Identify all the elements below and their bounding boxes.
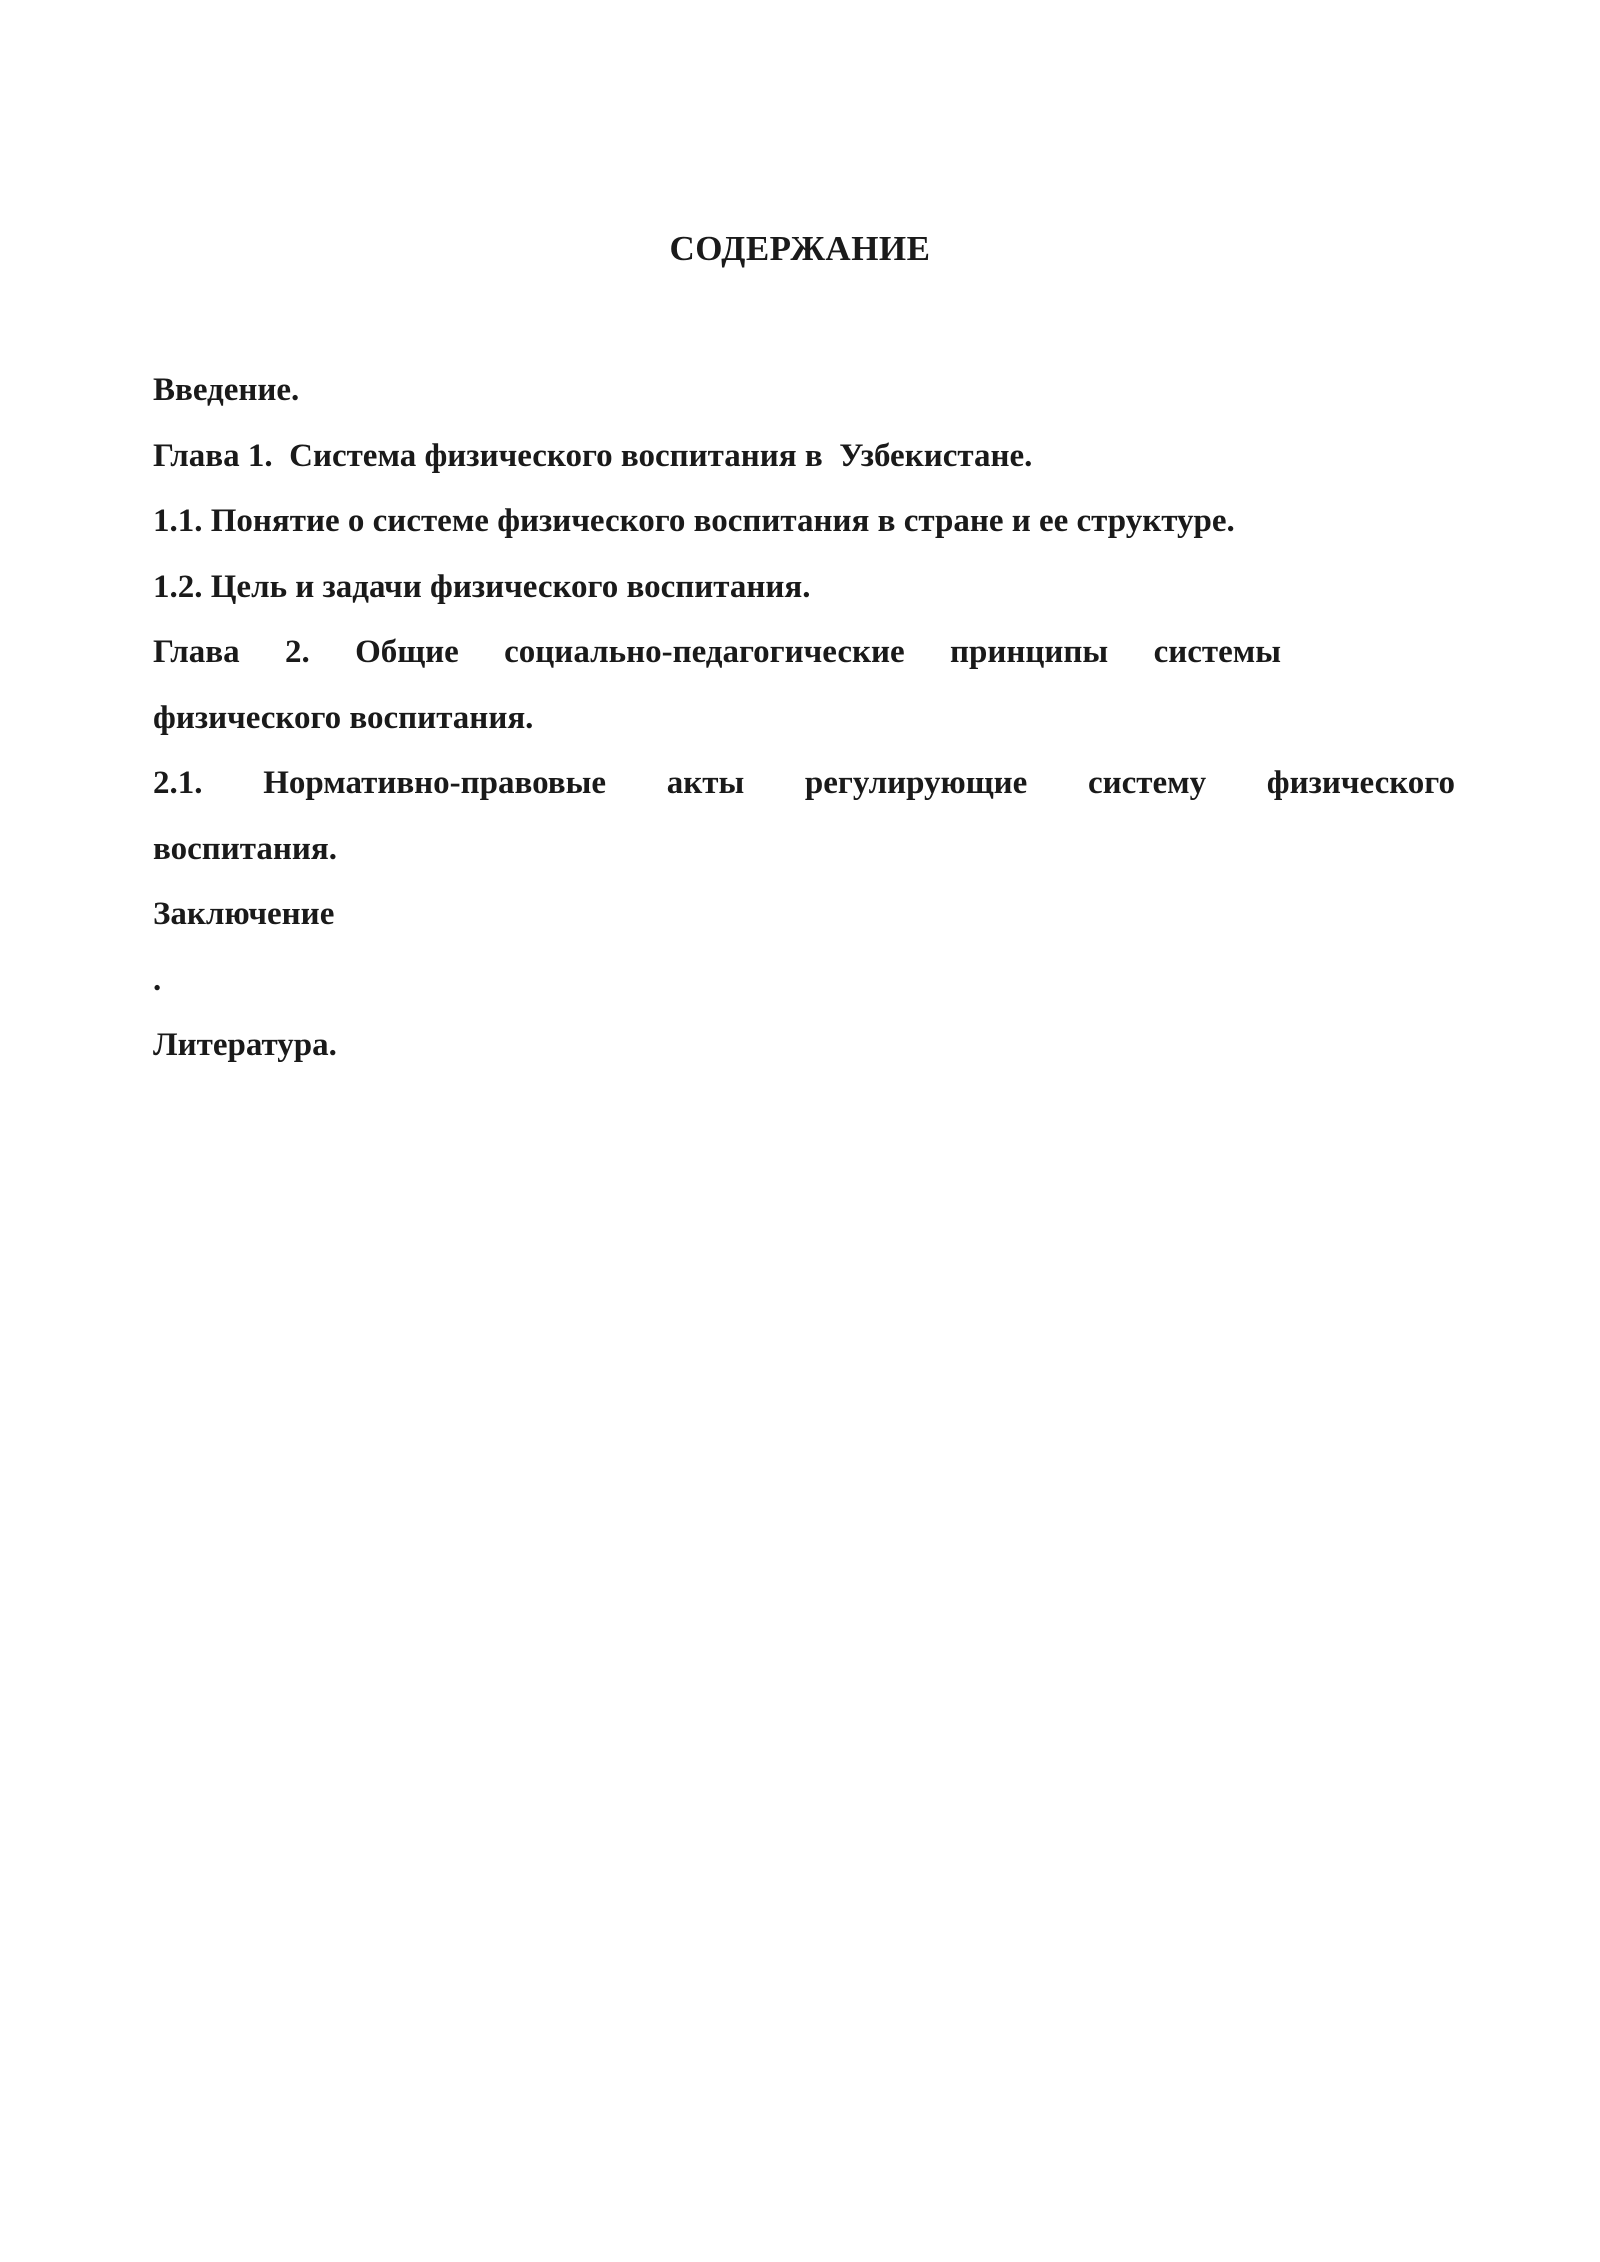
toc-word: социально-педагогические [504, 634, 905, 670]
table-of-contents [153, 358, 1455, 1079]
toc-item-introduction: Введение. [153, 372, 300, 408]
toc-word: принципы [950, 634, 1109, 670]
toc-item-chapter-2 [153, 620, 1281, 686]
toc-word: Нормативно-правовые [263, 765, 607, 801]
toc-word: системы [1153, 634, 1281, 670]
toc-item-section-1-2: 1.2. Цель и задачи физического воспитания. [153, 568, 811, 605]
toc-word: регулирующие [804, 765, 1028, 801]
toc-word: акты [666, 765, 745, 801]
toc-item-literature: Литература. [153, 1027, 337, 1063]
toc-word: физического [1266, 765, 1455, 801]
toc-item-chapter-1: Глава 1. Система физического воспитания в Узбекистане. [153, 437, 1033, 474]
toc-word: 2. [284, 634, 310, 670]
toc-item-section-1-1: 1.1. Понятие о системе физического воспитания в стране и ее структуре. [153, 503, 1235, 539]
toc-word: 2.1. [153, 765, 203, 801]
toc-word: Общие [355, 634, 459, 670]
toc-item-conclusion: Заключение [153, 896, 335, 932]
page-title: СОДЕРЖАНИЕ [669, 229, 931, 268]
toc-item-section-2-1 [153, 751, 1455, 817]
toc-word: систему [1087, 765, 1207, 801]
toc-item-section-2-1-continued: воспитания. [153, 830, 338, 867]
toc-word: Глава [153, 634, 240, 670]
toc-item-chapter-2-continued: физического воспитания. [153, 699, 534, 736]
toc-item-dot: . [153, 961, 162, 998]
